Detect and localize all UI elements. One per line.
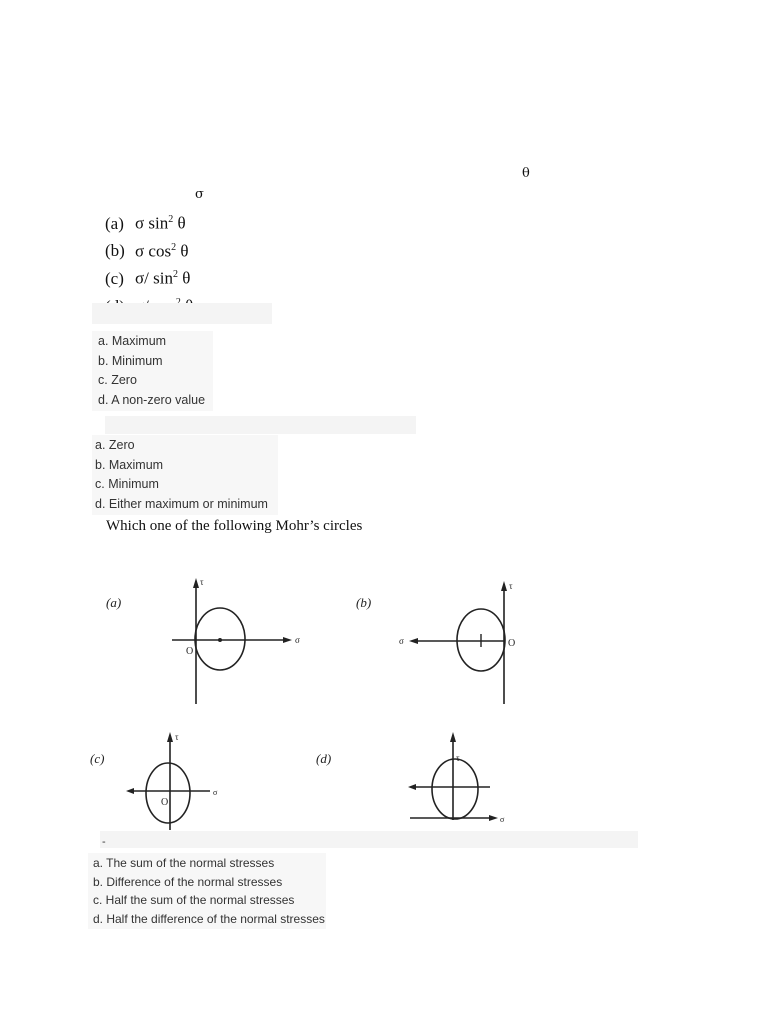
figure-d-horizontal-arrow-left — [408, 784, 416, 790]
figure-b-sigma-label: σ — [399, 636, 404, 646]
q3-option-b[interactable]: b. Maximum — [95, 457, 164, 472]
figure-c-circle — [146, 763, 190, 823]
q5-option-c[interactable]: c. Half the sum of the normal stresses — [93, 893, 295, 908]
figure-d-circle — [432, 759, 478, 819]
figure-a-sigma-label: σ — [295, 635, 300, 645]
figure-b-tau-label: τ — [509, 581, 513, 591]
figure-c-sigma-label: σ — [213, 788, 218, 797]
theta-symbol: θ — [522, 166, 530, 181]
figure-d-tau-label: τ — [456, 753, 460, 763]
figure-b-origin: O — [508, 638, 516, 649]
q5-option-d[interactable]: d. Half the difference of the normal stresses — [93, 912, 325, 927]
q1-option-b[interactable]: (b) σ $\cos^2 \theta$ — [105, 241, 189, 261]
q2-option-b[interactable]: b. Minimum — [98, 353, 163, 368]
q3-options — [92, 435, 278, 515]
figure-d-sigma-label: σ — [500, 815, 505, 824]
q2-question-bar — [92, 303, 272, 324]
q2-options — [92, 331, 213, 411]
figure-a-sigma-arrow — [283, 637, 292, 643]
q3-question-bar — [105, 416, 416, 434]
figure-c-tau-label: τ — [175, 732, 179, 742]
q5-option-a[interactable]: a. The sum of the normal stresses — [93, 856, 275, 870]
q2-option-c[interactable]: c. Zero — [98, 373, 137, 388]
q5-dash: - — [102, 836, 106, 848]
q3-option-a[interactable]: a. Zero — [95, 438, 135, 452]
q3-option-c[interactable]: c. Minimum — [95, 477, 159, 492]
mohr-circles-figure — [0, 560, 768, 840]
q5-options — [88, 853, 326, 929]
figure-a-origin: O — [186, 646, 194, 657]
figure-d-label: (d) — [316, 751, 332, 766]
q5-question-bar — [100, 831, 638, 848]
figure-a-center — [218, 638, 222, 642]
figure-a-tau-arrow — [193, 578, 199, 588]
q4-question-text: Which one of the following Mohr’s circles — [106, 518, 363, 534]
figure-b-sigma-arrow — [409, 638, 418, 644]
figure-d-sigma-arrow — [489, 815, 498, 821]
q2-option-d[interactable]: d. A non-zero value — [98, 393, 206, 408]
figure-c-label: (c) — [90, 751, 105, 766]
mohr-circle-c[interactable] — [90, 732, 218, 830]
q2-option-a[interactable]: a. Maximum — [98, 334, 167, 348]
figure-a-label: (a) — [106, 595, 122, 610]
mohr-circle-a[interactable] — [106, 577, 300, 704]
q5-option-b[interactable]: b. Difference of the normal stresses — [93, 874, 283, 889]
figure-b-tau-arrow — [501, 581, 507, 591]
figure-c-origin: O — [161, 797, 169, 808]
sigma-symbol: σ — [195, 187, 204, 202]
q1-option-a[interactable]: (a) σ $\sin^2 \theta$ — [105, 213, 186, 233]
mohr-circle-b[interactable] — [356, 581, 515, 704]
figure-d-tau-arrow — [450, 732, 456, 742]
q1-option-c[interactable]: (c) σ/ $\sin^2 \theta$ — [105, 268, 191, 288]
q3-option-d[interactable]: d. Either maximum or minimum — [95, 497, 268, 512]
figure-a-tau-label: τ — [200, 577, 204, 587]
figure-b-label: (b) — [356, 595, 372, 610]
mohr-circle-d[interactable] — [316, 732, 505, 824]
figure-c-tau-arrow — [167, 732, 173, 742]
figure-c-sigma-arrow-left — [126, 788, 134, 794]
